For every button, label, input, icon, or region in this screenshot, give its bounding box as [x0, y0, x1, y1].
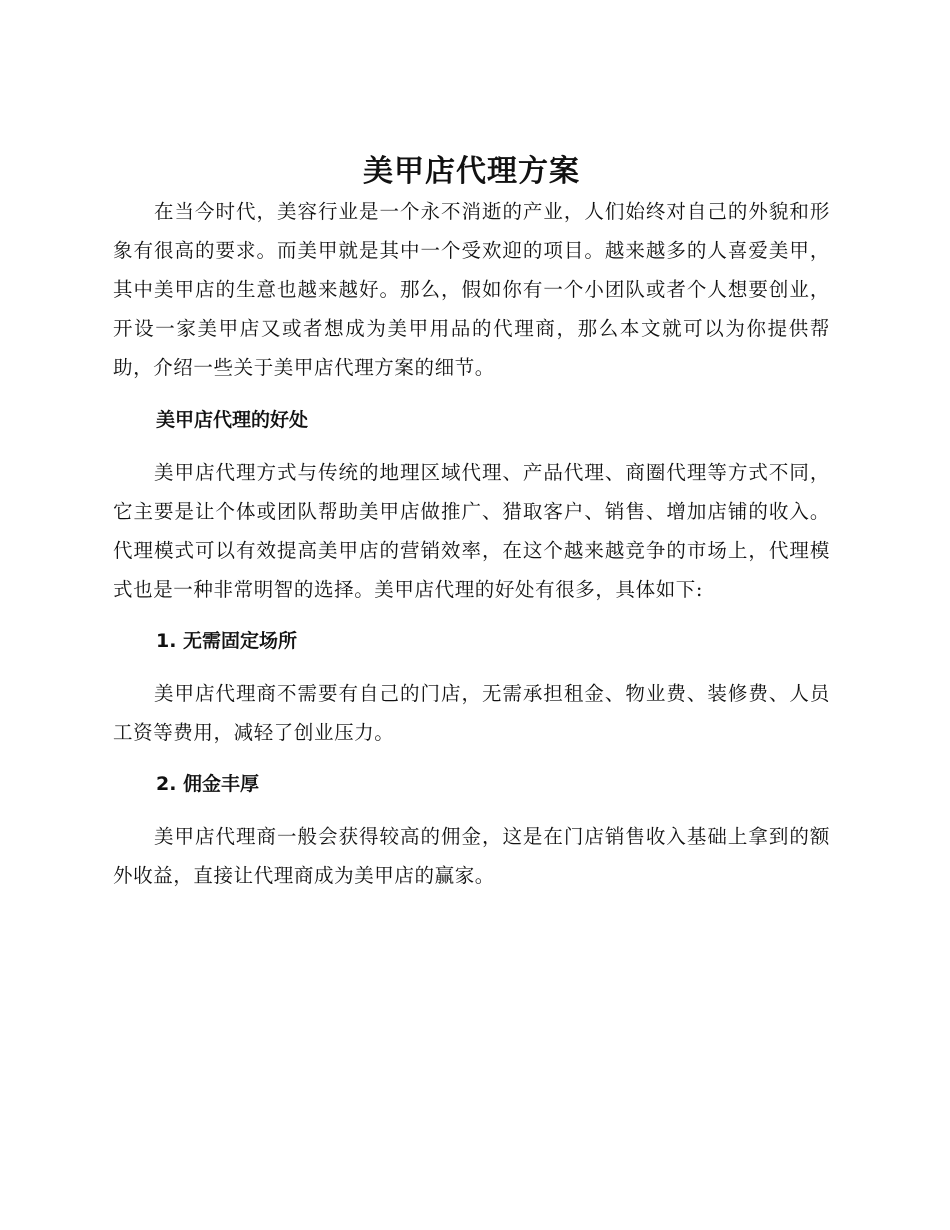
point-heading-no-fixed-location: 1. 无需固定场所: [156, 630, 298, 652]
section-heading-benefits: 美甲店代理的好处: [156, 409, 309, 431]
intro-paragraph: 在当今时代，美容行业是一个永不消逝的产业，人们始终对自己的外貌和形象有很高的要求。而美甲就是其中一个受欢迎的项目。越来越多的人喜爱美甲，其中美甲店的生意也越来越好。那么，假如你有一个小团队或者个人想要创业，开设一家美甲店又或者想成为美甲用品的代理商，那么本文就可以为你提供帮助，介绍一些关于美甲店代理方案的细节。: [113, 200, 830, 379]
point-paragraph-generous-commission: 美甲店代理商一般会获得较高的佣金，这是在门店销售收入基础上拿到的额外收益，直接让代理商成为美甲店的赢家。: [113, 825, 830, 887]
benefits-paragraph: 美甲店代理方式与传统的地理区域代理、产品代理、商圈代理等方式不同，它主要是让个体或团队帮助美甲店做推广、猎取客户、销售、增加店铺的收入。代理模式可以有效提高美甲店的营销效率，在这个越来越竞争的市场上，代理模式也是一种非常明智的选择。美甲店代理的好处有很多，具体如下:: [113, 461, 830, 601]
point-paragraph-no-fixed-location: 美甲店代理商不需要有自己的门店，无需承担租金、物业费、装修费、人员工资等费用，减轻了创业压力。: [113, 682, 830, 744]
document-body: [113, 152, 830, 895]
point-heading-generous-commission: 2. 佣金丰厚: [156, 773, 260, 795]
document-title: 美甲店代理方案: [363, 154, 580, 189]
